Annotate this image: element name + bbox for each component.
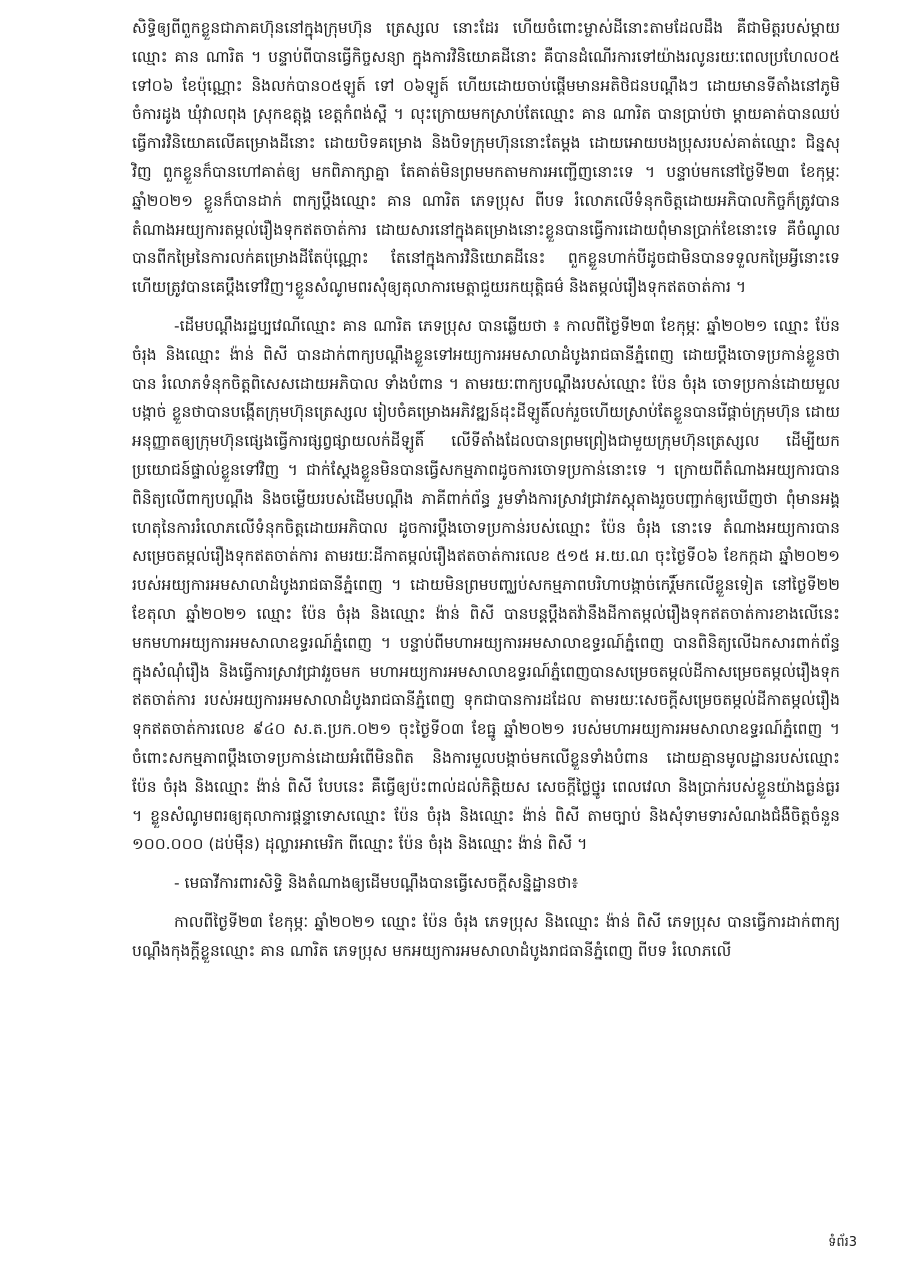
- document-body: [132, 14, 840, 976]
- paragraph-3: - មេធាវីការពារសិទ្ធិ និងតំណាងឲ្យដើមបណ្តឹងបានធ្វើសេចក្តីសន្និដ្ឋានថា៖: [174, 874, 579, 893]
- paragraph-1: សិទ្ធិឲ្យពីពួកខ្លួនជាភាគហ៊ុននៅក្នុងក្រុមហ៊ុន ត្រេស្សល នោះដែរ ហើយចំពោះម្ចាស់ដីនោះតាមដែលដឹង គឺជាមិត្តរបស់ម្តាយឈ្មោះ គាន ណារិត ។ បន្ទាប់ពីបានធ្វើកិច្ចសន្យា ក្នុងការវិនិយោគដីនោះ គឺបានដំណើរការទៅយ៉ាងរលូនរយៈពេលប្រហែល០៥ ទៅ០៦ ខែប៉ុណ្ណោះ និងលក់បាន០៥ឡូត៍ ទៅ ០៦ឡូត៍ ហើយដោយចាប់ផ្តើមមានអតិថិជនបណ្តឹងៗ ដោយមានទីតាំងនៅភូមិចំការដូង ឃុំវាលពុង ស្រុកឧត្តុង្គ ខេត្តកំពង់ស្ពឺ ។ លុះក្រោយមកស្រាប់តែឈ្មោះ គាន ណារិត បានប្រាប់ថា ម្តាយគាត់បានឈប់ធ្វើការវិនិយោគលើគម្រោងដីនោះ ដោយបិទគម្រោង និងបិទក្រុមហ៊ុននោះតែម្តង ដោយអោយបងប្រុសរបស់គាត់ឈ្មោះ ជិន្នសុវិញ ពួកខ្លួនក៏បានហៅគាត់ឲ្យ មកពិភាក្សាគ្នា តែគាត់មិនព្រមមកតាមការអញ្ជើញនោះទេ ។ បន្ទាប់មកនៅថ្ងៃទី២៣ ខែកុម្ភៈ ឆ្នាំ២០២១ ខ្លួនក៏បានដាក់ ពាក្យប្តឹងឈ្មោះ គាន ណារិត ភេទប្រុស ពីបទ រំលោភលើទំនុកចិត្តដោយអភិបាលកិច្ចក៏ត្រូវបានតំណាងអយ្យការតម្កល់រឿងទុកឥតចាត់ការ ដោយសារនៅក្នុងគម្រោងនោះខ្លួនបានធ្វើការដោយពុំមានប្រាក់ខែនោះទេ គឺចំណូលបានពីកម្រៃនៃការលក់គម្រោងដីតែប៉ុណ្ណោះ តែនៅក្នុងការវិនិយោគដីនេះ ពួកខ្លួនហាក់បីដូចជាមិនបានទទួលកម្រៃអ្វីនោះទេ ហើយត្រូវបានគេប្តឹងទៅវិញ។ខ្លួនសំណូមពរសុំឲ្យតុលាការមេត្តាជួយរកយុត្តិធម៌ និងតម្កល់រឿងទុកឥតចាត់ការ ។: [132, 19, 840, 297]
- page-number: ទំព័រ3: [828, 1235, 857, 1250]
- paragraph-2: -ដើមបណ្តឹងរដ្ឋប្បវេណីឈ្មោះ គាន ណារិត ភេទប្រុស បានឆ្លើយថា ៖ កាលពីថ្ងៃទី២៣ ខែកុម្ភៈ ឆ្នាំ២០២១ ឈ្មោះ ប៉ែន ចំរុង និងឈ្មោះ ង៉ាន់ ពិសី បានដាក់ពាក្យបណ្តឹងខ្លួនទៅអយ្យការអមសាលាដំបូងរាជធានីភ្នំពេញ ដោយប្តឹងចោទប្រកាន់ខ្លួនថាបាន រំលោភទំនុកចិត្តពិសេសដោយអភិបាល ទាំងបំពាន ។ តាមរយៈពាក្យបណ្តឹងរបស់ឈ្មោះ ប៉ែន ចំរុង ចោទប្រកាន់ដោយមួលបង្កាច់ ខ្លួនថាបានបង្កើតក្រុមហ៊ុនត្រេស្សល រៀបចំគម្រោងអភិវឌ្ឍន៍ដុះដីឡូតិ៍លក់រួចហើយស្រាប់តែខ្លួនបានរើផ្តាច់ក្រុមហ៊ុន ដោយអនុញ្ញាតឲ្យក្រុមហ៊ុនផ្សេងធ្វើការផ្សព្វផ្សាយលក់ដីឡូតិ៍ លើទីតាំងដែលបានព្រមព្រៀងជាមួយក្រុមហ៊ុនត្រេស្សល ដើម្បីយកប្រយោជន៍ផ្ទាល់ខ្លួនទៅវិញ ។ ជាក់ស្តែងខ្លួនមិនបានធ្វើសកម្មភាពដូចការចោទប្រកាន់នោះទេ ។ ក្រោយពីតំណាងអយ្យការបានពិនិត្យលើពាក្យបណ្តឹង និងចម្លើយរបស់ដើមបណ្តឹង ភាគីពាក់ព័ន្ធ រួមទាំងការស្រាវជ្រាវភស្តុតាងរួចបញ្ជាក់ឲ្យឃើញថា ពុំមានអង្គហេតុនៃការរំលោភលើទំនុកចិត្តដោយអភិបាល ដូចការប្តឹងចោទប្រកាន់របស់ឈ្មោះ ប៉ែន ចំរុង នោះទេ តំណាងអយ្យការបានសម្រេចតម្កល់រឿងទុកឥតចាត់ការ តាមរយៈដីកាតម្កល់រឿងឥតចាត់ការលេខ ៥១៥ អ.យ.ណ ចុះថ្ងៃទី០៦ ខែកក្កដា ឆ្នាំ២០២១ របស់អយ្យការអមសាលាដំបូងរាជធានីភ្នំពេញ ។ ដោយមិនព្រមបញ្ឈប់សកម្មភាពបរិហាបង្កាច់កេរ្តិ៍មកលើខ្លួនទៀត នៅថ្ងៃទី២២ ខែតុលា ឆ្នាំ២០២១ ឈ្មោះ ប៉ែន ចំរុង និងឈ្មោះ ង៉ាន់ ពិសី បានបន្តប្តឹងតវ៉ានឹងដីកាតម្កល់រឿងទុកឥតចាត់ការខាងលើនេះ មកមហាអយ្យការអមសាលាឧទ្ធរណ៍ភ្នំពេញ ។ បន្ទាប់ពីមហាអយ្យការអមសាលាឧទ្ធរណ៍ភ្នំពេញ បានពិនិត្យលើឯកសារពាក់ព័ន្ធក្នុងសំណុំរឿង និងធ្វើការស្រាវជ្រាវរួចមក មហាអយ្យការអមសាលាឧទ្ធរណ៍ភ្នំពេញបានសម្រេចតម្កល់ដីកាសម្រេចតម្កល់រឿងទុកឥតចាត់ការ របស់អយ្យការអមសាលាដំបូងរាជធានីភ្នំពេញ ទុកជាបានការដដែល តាមរយៈសេចក្តីសម្រេចតម្កល់ដីកាតម្កល់រឿងទុកឥតចាត់ការលេខ ៩៤០ ស.ត.ប្រក.០២១ ចុះថ្ងៃទី០៣ ខែធ្នូ ឆ្នាំ២០២១ របស់មហាអយ្យការអមសាលាឧទ្ធរណ៍ភ្នំពេញ ។ ចំពោះសកម្មភាពប្តឹងចោទប្រកាន់ដោយអំពើមិនពិត និងការមួលបង្កាច់មកលើខ្លួនទាំងបំពាន ដោយគ្មានមូលដ្ឋានរបស់ឈ្មោះ ប៉ែន ចំរុង និងឈ្មោះ ង៉ាន់ ពិសី បែបនេះ គឺធ្វើឲ្យប៉ះពាល់ដល់កិត្តិយស សេចក្តីថ្លៃថ្នូរ ពេលវេលា និងប្រាក់របស់ខ្លួនយ៉ាងធ្ងន់ធ្ងរ ។ ខ្លួនសំណូមពរឲ្យតុលាការផ្តន្ទាទោសឈ្មោះ ប៉ែន ចំរុង និងឈ្មោះ ង៉ាន់ ពិសី តាមច្បាប់ និងសុំទាមទារសំណងជំងឺចិត្តចំនួន ១០០.០០០ (ដប់ម៉ឺន) ដុល្លារអាមេរិក ពីឈ្មោះ ប៉ែន ចំរុង និងឈ្មោះ ង៉ាន់ ពិសី ។: [132, 316, 840, 854]
- paragraph-4: កាលពីថ្ងៃទី២៣ ខែកុម្ភៈ ឆ្នាំ២០២១ ឈ្មោះ ប៉ែន ចំរុង ភេទប្រុស និងឈ្មោះ ង៉ាន់ ពិសី ភេទប្រុស បានធ្វើការដាក់ពាក្យបណ្តឹងកុងក្តីខ្លួនឈ្មោះ គាន ណារិត ភេទប្រុស មកអយ្យការអមសាលាដំបូងរាជធានីភ្នំពេញ ពីបទ រំលោភលើ: [132, 912, 840, 960]
